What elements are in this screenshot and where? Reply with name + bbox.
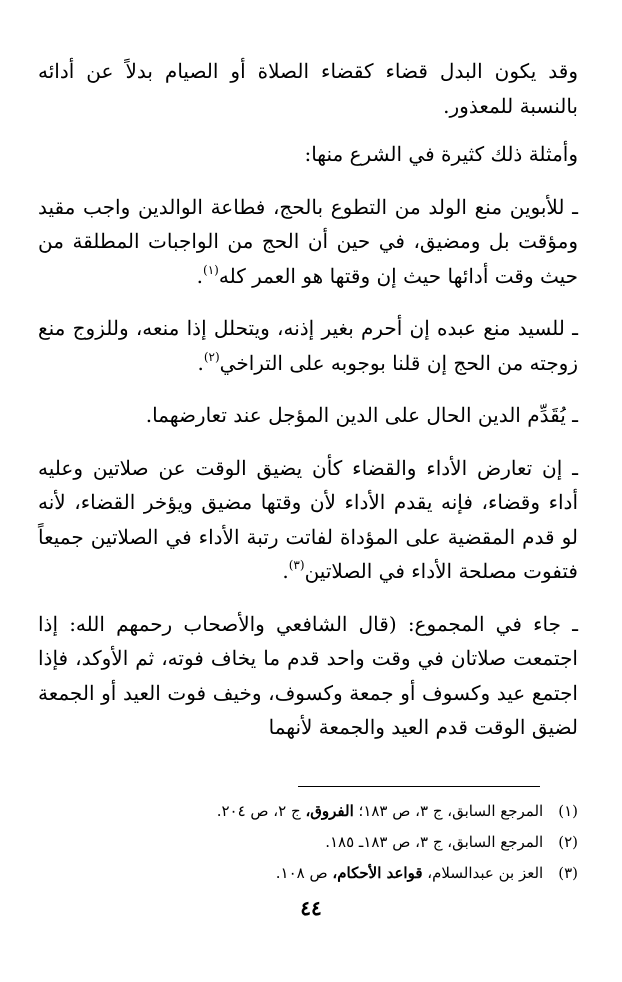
footnote-3-tail: ص ١٠٨. [275, 864, 333, 882]
footnote-3 [38, 858, 578, 889]
paragraph-3-text: ـ للأبوين منع الولد من التطوع بالحج، فطاعة الوالدين واجب مقيد ومؤقت بل ومضيق، في حين أن الحج من الواجبات المطلقة من حيث وقت أدائها حيث إن وقتها هو العمر كله [38, 194, 578, 288]
footnote-2-text: المرجع السابق، ج ٣، ص ١٨٣ـ ١٨٥. [325, 833, 544, 851]
footnote-1 [38, 796, 578, 827]
paragraph-3-end: . [196, 263, 204, 288]
paragraph-6-end: . [282, 559, 289, 583]
paragraph-1: وقد يكون البدل قضاء كقضاء الصلاة أو الصيام بدلاً عن أدائه بالنسبة للمعذور. [38, 59, 578, 118]
footnotes [38, 796, 578, 889]
paragraph-7: ـ جاء في المجموع: (قال الشافعي والأصحاب رحمهم الله: إذا اجتمعت صلاتان في وقت واحد قدم ما يخاف فوته، ثم الأوكد، فإذا اجتمع عيد وكسوف أو جمعة وكسوف، وخيف فوت العيد أو الجمعة لضيق الوقت قدم العيد والجمعة لأنهما [38, 611, 578, 739]
footnote-marker-3: (٣) [288, 558, 305, 572]
footnote-2-number: (٢) [558, 833, 578, 851]
footnote-2 [38, 827, 578, 858]
paragraph-6 [38, 451, 578, 589]
paragraph-5: ـ يُقَدِّم الدين الحال على الدين المؤجل عند تعارضهما. [145, 403, 578, 427]
paragraph-4 [38, 311, 578, 380]
paragraph-4-text: ـ للسيد منع عبده إن أحرم بغير إذنه، ويتحلل إذا منعه، وللزوج منع زوجته من الحج إن قلنا بوجوبه على التراخي [38, 316, 578, 375]
footnote-3-number: (٣) [558, 864, 578, 882]
footnote-1-text: المرجع السابق، ج ٣، ص ١٨٣؛ [353, 802, 544, 820]
footnote-marker-2: (٢) [203, 349, 220, 364]
footnote-1-title: الفروق، [305, 802, 354, 820]
footnote-3-text: العز بن عبدالسلام، [422, 864, 544, 882]
paragraph-4-end: . [197, 350, 204, 375]
footnote-1-tail: ج ٢، ص ٢٠٤. [216, 802, 306, 820]
footnote-1-number: (١) [558, 802, 578, 820]
paragraph-3 [38, 190, 578, 294]
paragraph-2: وأمثلة ذلك كثيرة في الشرع منها: [304, 142, 578, 166]
footnote-3-title: قواعد الأحكام، [332, 864, 423, 882]
footnote-marker-1: (١) [203, 262, 219, 277]
page-number: ٤٤ [300, 896, 322, 920]
paragraph-6-text: ـ إن تعارض الأداء والقضاء كأن يضيق الوقت عن صلاتين وعليه أداء وقضاء، فإنه يقدم الأداء لأن وقتها مضيق ويؤخر القضاء، لأنه لو قدم المقضية على المؤداة لفاتت رتبة الأداء في الصلاتين جميعاً فتفوت مصلحة الأداء في الصلاتين [38, 455, 578, 583]
main-text [38, 54, 578, 745]
footnote-divider [298, 786, 540, 787]
